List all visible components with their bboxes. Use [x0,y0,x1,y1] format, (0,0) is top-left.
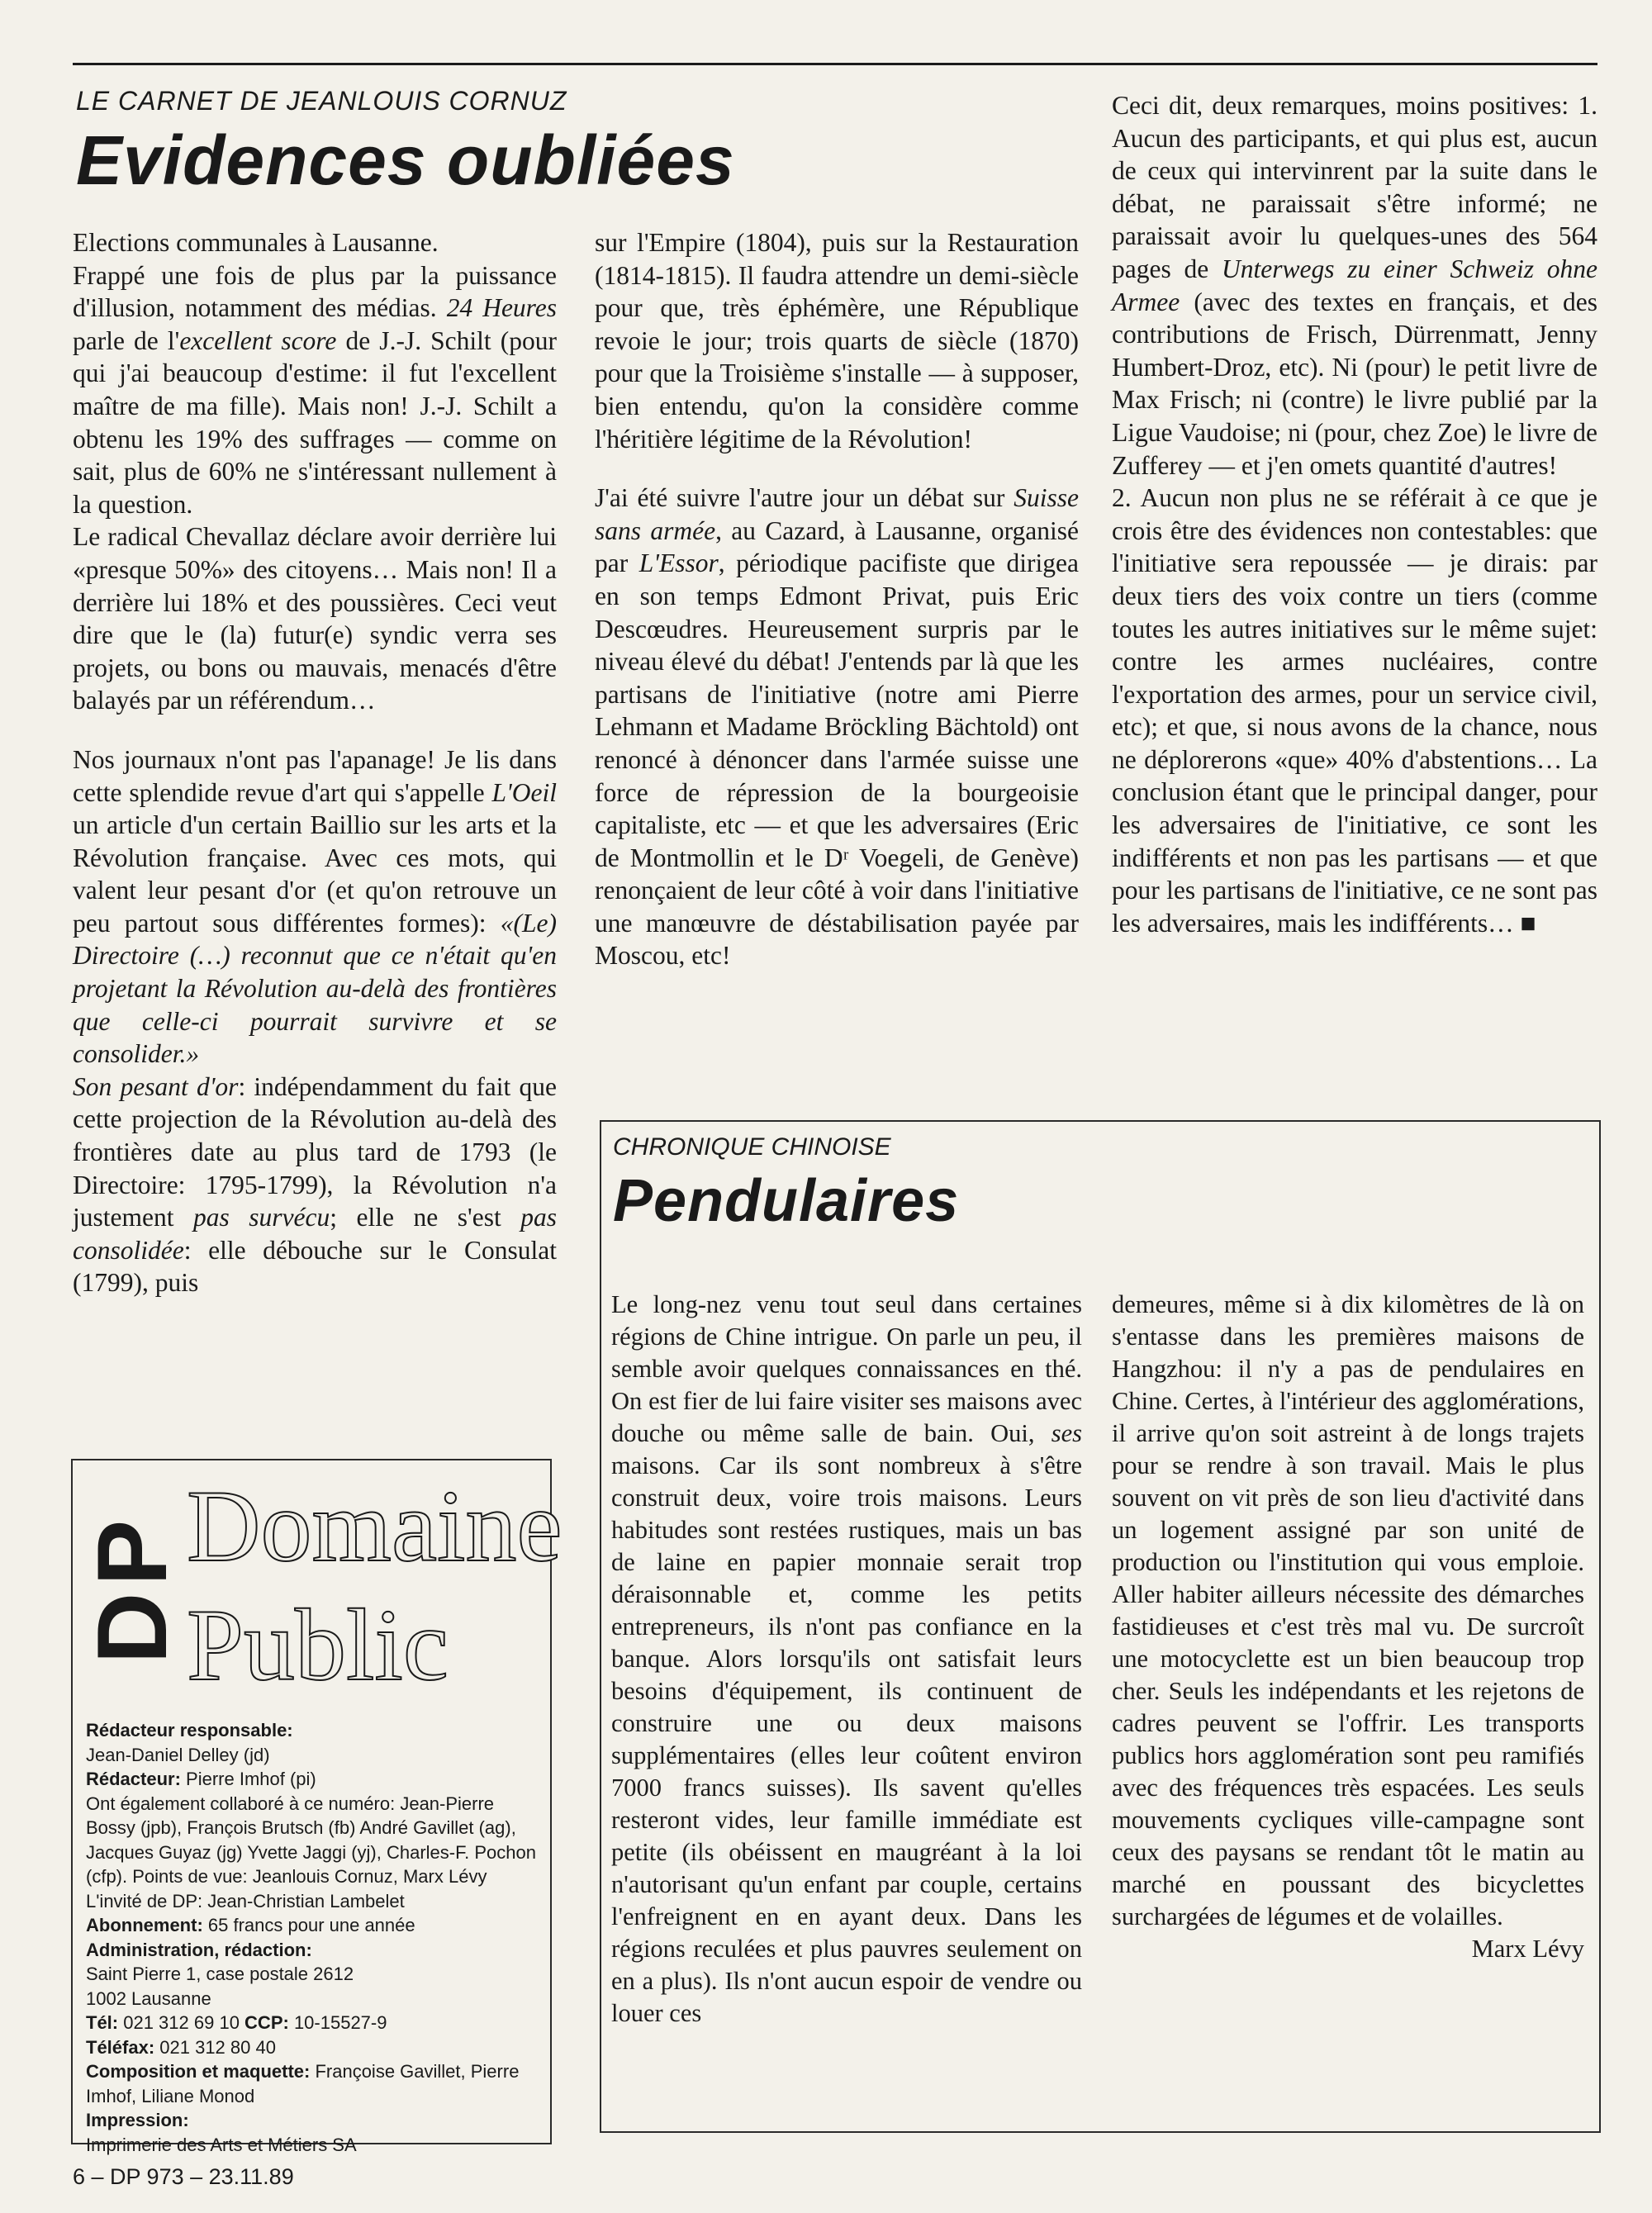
paragraph: Nos journaux n'ont pas l'apanage! Je lis dans cette splendide revue d'art qui s'appelle L'Oeil un article d'un certain Baillio sur les arts et la Révolution française. Avec ces mots, qui valent leur pesant d'or (et qu'on retrouve un peu partout sous différentes formes): «(Le) Directoire (…) reconnut que ce n'était qu'en projetant la Révolution au-delà des frontières que celle-ci pourrait survivre et se consolider.» [73,744,557,1069]
credit-line: Composition et maquette: Françoise Gavillet, Pierre Imhof, Liliane Monod [86,2061,520,2106]
credit-line: Abonnement: 65 francs pour une année [86,1915,415,1935]
paragraph: Le radical Chevallaz déclare avoir derrière lui «presque 50%» des citoyens… Mais non! Il a derrière lui 18% et des poussières. Ceci veut dire que le (la) futur(e) syndic verra ses projets, ou bons ou mauvais, menacés d'être balayés par un référendum… [73,522,557,715]
article-column-2 [595,226,1079,972]
top-rule [73,63,1597,65]
logo-word-public: Public [187,1589,449,1702]
credit-line: Rédacteur: Pierre Imhof (pi) [86,1769,316,1789]
paragraph: 2. Aucun non plus ne se référait à ce que je crois être des évidences non contestables: que l'initiative sera repoussée — je dirais: par deux tiers des voix contre un tiers (comme toutes les autres initiatives sur le même sujet: contre les armes nucléaires, contre l'exportation des armes, pour un service civil, etc); et que, si nous avons de la chance, nous ne déplorerons «que» 40% d'abstentions… La conclusion étant que le principal danger, pour les adversaires de l'initiative, ce sont les indifférents et non pas les partisans — et que pour les partisans de l'initiative, ce ne sont pas les adversaires, mais les indifférents… ■ [1112,483,1597,938]
dp-logo-letters: DP [77,1513,188,1664]
dp-logo [77,1469,188,1708]
paragraph: Elections communales à Lausanne. [73,228,439,257]
chronique-title: Pendulaires [613,1168,960,1234]
signature: Marx Lévy [1471,1935,1584,1963]
paragraph: Ceci dit, deux remarques, moins positives: 1. Aucun des participants, et qui plus est, aucun de ceux qui intervinrent par la suite dans le débat, ne paraissait s'être informé; ne paraissait avoir lu quelques-unes des 564 pages de Unterwegs zu einer Schweiz ohne Armee (avec des textes en français, et des contributions de Frisch, Dürrenmatt, Jenny Humbert-Droz, etc). Ni (pour) le petit livre de Max Frisch; ni (contre) le livre publié par la Ligue Vaudoise; ni (pour, chez Zoe) le livre de Zufferey — et j'en omets quantité d'autres! [1112,91,1598,480]
article-column-1 [73,226,557,1299]
article-kicker: LE CARNET DE JEANLOUIS CORNUZ [76,86,567,116]
masthead-credits [86,1718,539,2157]
credit-line: Impression: [86,2110,189,2130]
credit-line: Ont également collaboré à ce numéro: Jean-Pierre Bossy (jpb), François Brutsch (fb) André Gavillet (ag), Jacques Guyaz (jg) Yvette Jaggi (yj), Charles-F. Pochon (cfp). Points de vue: Jeanlouis Cornuz, Marx Lévy [86,1793,536,1887]
paragraph: sur l'Empire (1804), puis sur la Restauration (1814-1815). Il faudra attendre un demi-siècle pour que, très éphémère, une République revoie le jour; trois quarts de siècle (1870) pour que la Troisième s'installe — à supposer, bien entendu, qu'on la considère comme l'héritière légitime de la Révolution! [595,228,1079,454]
chronique-column-2 [1112,1289,1584,1965]
paragraph: Son pesant d'or: indépendamment du fait que cette projection de la Révolution au-delà des frontières date au plus tard de 1793 (le Directoire: 1795-1799), la Révolution n'a justement pas survécu; elle ne s'est pas consolidée: elle débouche sur le Consulat (1799), puis [73,1071,557,1298]
credit-line: Administration, rédaction: [86,1939,312,1960]
credit-line: Rédacteur responsable: [86,1720,293,1740]
credit-line: Tél: 021 312 69 10 CCP: 10-15527-9 [86,2012,387,2033]
chronique-column-1 [611,1289,1082,2030]
credit-line: L'invité de DP: Jean-Christian Lambelet [86,1890,405,1911]
article-column-3 [1112,89,1597,939]
credit-line: Téléfax: 021 312 80 40 [86,2036,276,2058]
paragraph: demeures, même si à dix kilomètres de là on s'entasse dans les premières maisons de Hangzhou: il n'y a pas de pendulaires en Chine. Certes, à l'intérieur des agglomérations, il arrive qu'on soit astreint à de longs trajets pour se rendre à son travail. Mais le plus souvent on vit près de son lieu d'activité dans un logement assigné par son unité de production ou l'institution qui vous emploie. Aller habiter ailleurs nécessite des démarches fastidieuses et c'est très mal vu. De surcroît une motocyclette est un bien beaucoup trop cher. Seuls les indépendants et les rejetons de cadres peuvent se l'offrir. Les transports publics hors agglomération sont peu ramifiés avec des fréquences très espacées. Les seuls mouvements cycliques ville-campagne sont ceux des paysans se rendant tôt le matin au marché en poussant des bicyclettes surchargées de légumes et de volailles. [1112,1290,1584,1930]
paragraph: Frappé une fois de plus par la puissance d'illusion, notamment des médias. 24 Heures parle de l'excellent score de J.-J. Schilt (pour qui j'ai beaucoup d'estime: il fut l'excellent maître de ma fille). Mais non! J.-J. Schilt a obtenu les 19% des suffrages — comme on sait, plus de 60% ne s'intéressant nullement à la question. [73,260,558,519]
paragraph: J'ai été suivre l'autre jour un débat sur Suisse sans armée, au Cazard, à Lausanne, organisé par L'Essor, périodique pacifiste que dirigea en son temps Edmont Privat, puis Eric Descœudres. Heureusement surpris par le niveau élevé du débat! J'entends par là que les partisans de l'initiative (notre ami Pierre Lehmann et Madame Bröckling Bächtold) ont renoncé à dénoncer dans l'armée suisse une force de répression de la bourgeoisie capitaliste, etc — et que les adversaires (Eric de Montmollin et le Dʳ Voegeli, de Genève) renonçaient de leur côté à voir dans l'initiative une manœuvre de déstabilisation payée par Moscou, etc! [595,483,1079,971]
credit-line: Jean-Daniel Delley (jd) [86,1744,270,1765]
paragraph: Le long-nez venu tout seul dans certaines régions de Chine intrigue. On parle un peu, il semble avoir quelques connaissances en thé. On est fier de lui faire visiter ses maisons avec douche ou même salle de bain. Oui, ses maisons. Car ils sont nombreux à s'être construit deux, voire trois maisons. Leurs habitudes sont restées rustiques, mais un bas de laine en papier monnaie serait trop déraisonnable et, comme les petits entrepreneurs, ils n'ont pas confiance en la banque. Alors lorsqu'ils ont satisfait leurs besoins d'équipement, ils continuent de construire une ou deux maisons supplémentaires (elles leur coûtent environ 7000 francs suisses). Ils savent qu'elles resteront vides, leur famille immédiate est petite (ils obéissent en maugréant à la loi n'autorisant qu'un enfant par couple, certains l'enfreignent en en ayant deux. Dans les régions reculées et plus pauvres seulement on en a plus). Ils n'ont aucun espoir de vendre ou louer ces [611,1290,1082,2027]
page-folio: 6 – DP 973 – 23.11.89 [73,2164,294,2189]
logo-word-domaine: Domaine [187,1470,563,1583]
credit-line: Imprimerie des Arts et Métiers SA [86,2134,357,2155]
chronique-kicker: CHRONIQUE CHINOISE [613,1133,891,1161]
credit-line: Saint Pierre 1, case postale 2612 [86,1964,354,1984]
credit-line: 1002 Lausanne [86,1987,211,2009]
end-mark: ■ [1520,908,1536,938]
article-title: Evidences oubliées [76,121,735,199]
